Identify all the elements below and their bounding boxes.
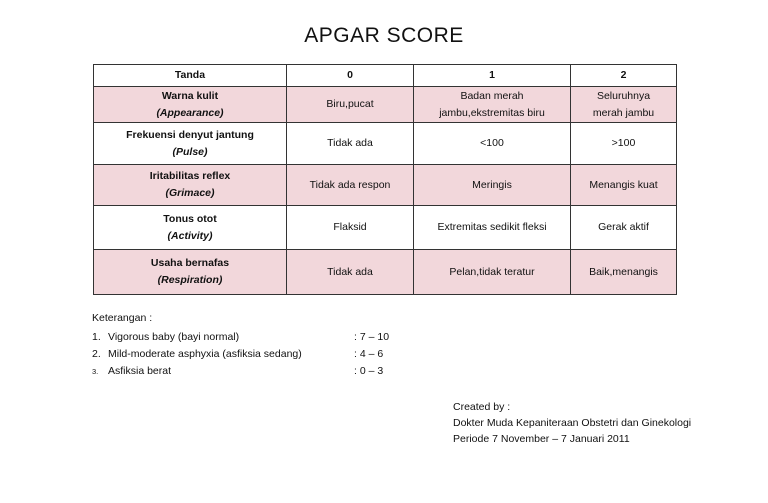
page-title: APGAR SCORE (304, 24, 464, 47)
list-item-range: : 4 – 6 (354, 348, 384, 360)
header-score-1: 1 (414, 65, 571, 87)
score-1-cell: Meringis (414, 165, 571, 206)
header-score-0: 0 (287, 65, 414, 87)
header-score-2: 2 (571, 65, 677, 87)
list-item-range: : 7 – 10 (354, 331, 390, 343)
score-0-cell: Flaksid (287, 206, 414, 250)
table-row-appearance (94, 87, 677, 123)
score-1-line1: Badan merah (460, 89, 524, 102)
sign-cell (94, 165, 287, 206)
header-tanda: Tanda (94, 65, 287, 87)
score-2-cell: >100 (571, 123, 677, 165)
list-item-number: 1. (92, 331, 101, 343)
score-2-cell: Baik,menangis (571, 250, 677, 295)
list-item (92, 363, 384, 380)
sign-cell (94, 87, 287, 123)
list-item (92, 329, 390, 346)
list-item-label: Asfiksia berat (108, 365, 172, 377)
table-row-respiration (94, 250, 677, 295)
table-row-pulse (94, 123, 677, 165)
score-2-line1: Seluruhnya (596, 89, 651, 102)
sign-label-en: (Grimace) (165, 187, 215, 199)
sign-cell (94, 250, 287, 295)
credit-line-2: Dokter Muda Kepaniteraan Obstetri dan Ginekologi (453, 417, 692, 429)
sign-cell (94, 123, 287, 165)
score-2-cell: Gerak aktif (571, 206, 677, 250)
score-2-cell: Menangis kuat (571, 165, 677, 206)
table-header-row (94, 65, 677, 87)
score-1-cell: Extremitas sedikit fleksi (414, 206, 571, 250)
table-row-grimace (94, 165, 677, 206)
score-0-cell: Tidak ada (287, 250, 414, 295)
score-2-line2: merah jambu (592, 106, 655, 119)
list-item-number: 3. (92, 367, 99, 376)
list-item (92, 346, 384, 363)
list-item-label: Mild-moderate asphyxia (asfiksia sedang) (108, 348, 302, 360)
sign-label: Iritabilitas reflex (149, 170, 231, 182)
list-item-number: 2. (92, 348, 101, 360)
score-0-cell: Tidak ada respon (287, 165, 414, 206)
notes-section (92, 310, 390, 380)
score-0-cell: Tidak ada (287, 123, 414, 165)
credit-line-3: Periode 7 November – 7 Januari 2011 (453, 433, 630, 445)
apgar-score-table (93, 64, 677, 295)
score-1-cell: <100 (414, 123, 571, 165)
list-item-label: Vigorous baby (bayi normal) (108, 331, 240, 343)
sign-label-en: (Activity) (167, 229, 213, 242)
sign-label-en: (Pulse) (172, 145, 208, 158)
list-item-range: : 0 – 3 (354, 365, 384, 377)
sign-label: Warna kulit (161, 89, 219, 102)
score-0-cell: Biru,pucat (287, 87, 414, 123)
sign-label: Frekuensi denyut jantung (126, 128, 254, 141)
credit-block (453, 399, 691, 447)
sign-cell (94, 206, 287, 250)
score-1-line2: jambu,ekstremitas biru (439, 106, 545, 119)
table-row-activity (94, 206, 677, 250)
score-1-cell (414, 87, 571, 123)
sign-label: Usaha bernafas (150, 257, 230, 269)
score-1-cell: Pelan,tidak teratur (414, 250, 571, 295)
sign-label-en: (Appearance) (156, 106, 224, 119)
notes-heading: Keterangan : (92, 312, 153, 324)
sign-label-en: (Respiration) (157, 274, 223, 286)
score-2-cell (571, 87, 677, 123)
sign-label: Tonus otot (163, 212, 217, 225)
credit-line-1: Created by : (453, 401, 511, 413)
